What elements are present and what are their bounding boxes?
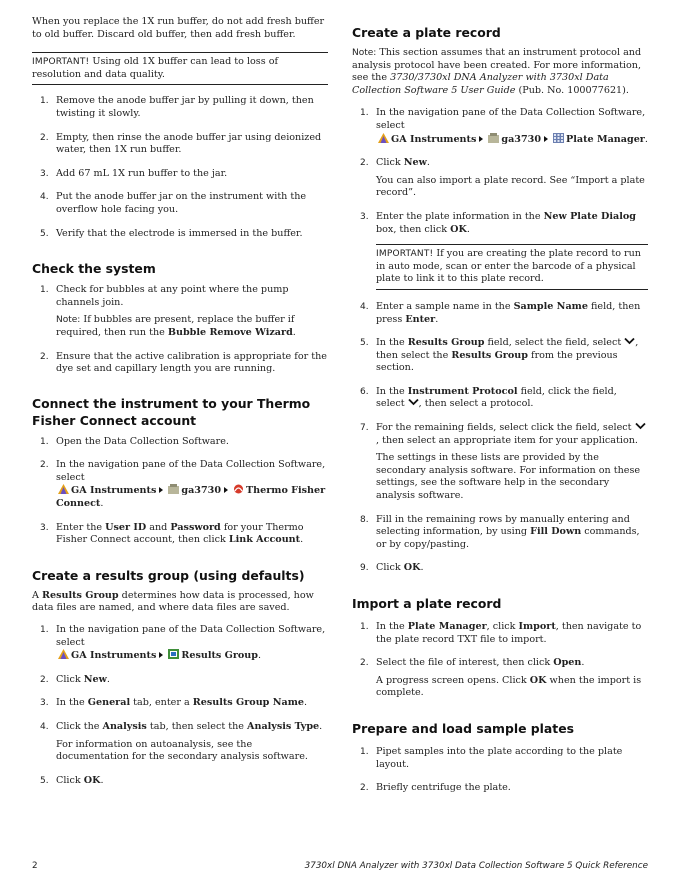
instrument-icon [168, 484, 179, 494]
arrow-right-icon [159, 652, 163, 658]
list-item: 2. Ensure that the active calibration is appropriate for the dye set and capillary length you are running. [40, 350, 327, 375]
important-label: IMPORTANT! [32, 57, 90, 68]
important-text: Using old 1X buffer can lead to loss of resolution and data quality. [32, 56, 279, 80]
results-intro: A Results Group determines how data is processed, how data files are named, and where data files are saved. [32, 589, 314, 614]
list-item: 1. Pipet samples into the plate according to the plate layout. [360, 745, 623, 770]
list-item: 5. Verify that the electrode is immersed in the buffer. [40, 227, 303, 239]
connect-steps [32, 436, 328, 547]
connect-heading: Connect the instrument to your Thermo Fisher Connect account [32, 395, 311, 428]
list-item: 6. In the Instrument Protocol field, click the field, select , then select a protocol. [360, 385, 617, 410]
buffer-steps [32, 95, 328, 240]
list-item: 2. Select the file of interest, then click Open. A progress screen opens. Click OK when the import is complete. [360, 657, 642, 699]
list-item: 2. Click New. You can also import a plate record. See “Import a plate record”. [360, 157, 645, 199]
ga-instruments-icon [58, 649, 69, 659]
list-item: 1. Check for bubbles at any point where the pump channels join. Note: If bubbles are present, replace the buffer if required, then run the Bubble Remove Wizard. [40, 284, 296, 338]
arrow-right-icon [224, 487, 228, 493]
results-steps [32, 624, 328, 787]
arrow-right-icon [159, 487, 163, 493]
left-column [32, 16, 328, 787]
list-item: 1. In the navigation pane of the Data Collection Software, select GA Instruments ga3730 Plate Manager. [360, 107, 648, 145]
plate-steps [352, 107, 648, 575]
prepare-steps [352, 746, 648, 795]
list-item: 4. Click the Analysis tab, then select the Analysis Type. For information on autoanalysis, see the documentation for the secondary analysis software. [40, 721, 323, 763]
list-item: 2. In the navigation pane of the Data Collection Software, select GA Instruments ga3730 Thermo Fisher Connect. [40, 459, 326, 510]
page-number: 2 [32, 861, 38, 871]
right-column [352, 24, 648, 795]
list-item: 4. Enter a sample name in the Sample Name field, then press Enter. [360, 300, 641, 325]
chevron-down-icon [635, 422, 646, 430]
list-item: 1. Remove the anode buffer jar by pulling it down, then twisting it slowly. [40, 95, 314, 119]
list-item: 9. Click OK. [360, 562, 424, 574]
list-item: 3. Enter the User ID and Password for your Thermo Fisher Connect account, then click Link Account. [40, 521, 304, 546]
results-group-heading: Create a results group (using defaults) [32, 567, 305, 583]
list-item: 2. Click New. [40, 673, 110, 685]
list-item: 4. Put the anode buffer jar on the instrument with the overflow hole facing you. [40, 191, 307, 215]
list-item: 8. Fill in the remaining rows by manually entering and selecting information, by using Fill Down commands, or by copy/pasting. [360, 513, 640, 550]
plate-manager-icon [553, 133, 564, 143]
plate-record-heading: Create a plate record [352, 25, 501, 40]
footer-title: 3730xl DNA Analyzer with 3730xl Data Collection Software 5 Quick Reference [304, 861, 648, 871]
list-item: 7. For the remaining fields, select click the field, select , then select an appropriate item for your application. The settings in these lists are provided by the secondary analysis software. For information on these settings, see the software help in the secondary analysis software. [352, 422, 648, 503]
list-item: 3. Add 67 mL 1X run buffer to the jar. [40, 167, 228, 179]
results-group-icon [168, 649, 179, 659]
list-item: 3. Enter the plate information in the New Plate Dialog box, then click OK. IMPORTANT! If you are creating the plate record to run in auto mode, scan or enter the barcode of a physical plate to link it to this plate record. [352, 211, 648, 290]
check-system-heading: Check the system [32, 261, 156, 277]
list-item: 5. In the Results Group field, select the field, select , then select the Results Group from the previous section. [360, 337, 639, 374]
import-steps [352, 621, 648, 700]
instrument-icon [488, 133, 499, 143]
important-box [376, 244, 648, 290]
list-item: 5. Click OK. [40, 774, 104, 786]
ga-instruments-icon [378, 133, 389, 143]
thermo-fisher-icon [233, 484, 244, 494]
ga-instruments-icon [58, 484, 69, 494]
intro-paragraph: When you replace the 1X run buffer, do not add fresh buffer to old buffer. Discard old buffer, then add fresh buffer. [32, 16, 325, 40]
important-label: IMPORTANT! [376, 249, 434, 260]
arrow-right-icon [544, 136, 548, 142]
important-box [32, 52, 328, 85]
list-item: 1. In the navigation pane of the Data Collection Software, select GA Instruments Results Group. [40, 624, 326, 662]
list-item: 2. Empty, then rinse the anode buffer jar using deionized water, then 1X run buffer. [40, 131, 322, 156]
list-item: 1. In the Plate Manager, click Import, then navigate to the plate record TXT file to import. [360, 621, 642, 645]
check-steps [32, 284, 328, 376]
prepare-plates-heading: Prepare and load sample plates [352, 720, 574, 736]
list-item: 2. Briefly centrifuge the plate. [360, 782, 511, 794]
chevron-down-icon [408, 398, 419, 406]
chevron-down-icon [624, 337, 635, 345]
plate-note: Note: This section assumes that an instrument protocol and analysis protocol have been created. For more information, see the 3730/3730xl DNA Analyzer with 3730xl Data Collection Software 5 User Guide (Pub. No. 100077621). [352, 47, 642, 96]
arrow-right-icon [479, 136, 483, 142]
import-plate-heading: Import a plate record [352, 596, 502, 611]
important-text: If you are creating the plate record to run in auto mode, scan or enter the barcode of a physical plate to link it to this plate record. [376, 248, 641, 285]
list-item: 3. In the General tab, enter a Results Group Name. [40, 697, 308, 709]
list-item: 1. Open the Data Collection Software. [40, 435, 229, 447]
